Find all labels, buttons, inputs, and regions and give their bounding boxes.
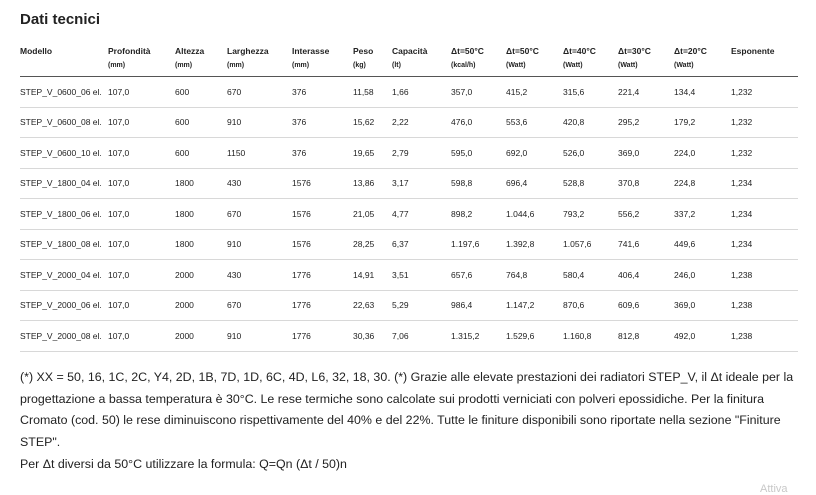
table-cell: 420,8: [563, 107, 618, 138]
table-cell: 1,234: [731, 229, 798, 260]
table-cell: STEP_V_1800_06 el.: [20, 199, 108, 230]
table-cell: 492,0: [674, 321, 731, 352]
table-cell: 21,05: [353, 199, 392, 230]
column-header-unit: (Watt): [506, 62, 526, 69]
table-cell: 2000: [175, 321, 227, 352]
column-header-unit: (mm): [292, 62, 310, 69]
table-cell: 2,22: [392, 107, 451, 138]
table-cell: STEP_V_2000_06 el.: [20, 290, 108, 321]
column-header-unit: (kcal/h): [451, 62, 476, 69]
column-header-unit: (Watt): [563, 62, 583, 69]
table-cell: 910: [227, 321, 292, 352]
table-cell: 357,0: [451, 77, 506, 108]
column-header: [618, 40, 674, 77]
table-cell: 657,6: [451, 260, 506, 291]
column-header: [292, 40, 353, 77]
table-cell: 2,79: [392, 138, 451, 169]
column-header-unit: (mm): [108, 62, 126, 69]
table-cell: 692,0: [506, 138, 563, 169]
table-cell: 337,2: [674, 199, 731, 230]
table-cell: 1,232: [731, 138, 798, 169]
table-cell: STEP_V_0600_06 el.: [20, 77, 108, 108]
table-cell: 6,37: [392, 229, 451, 260]
table-cell: 812,8: [618, 321, 674, 352]
table-cell: 107,0: [108, 168, 175, 199]
column-header: [563, 40, 618, 77]
page-title: Dati tecnici: [20, 11, 101, 28]
watermark-text: Attiva: [760, 483, 788, 495]
column-header: [353, 40, 392, 77]
table-cell: STEP_V_2000_08 el.: [20, 321, 108, 352]
table-cell: 107,0: [108, 107, 175, 138]
column-header: [227, 40, 292, 77]
table-header-row: [20, 40, 798, 77]
table-cell: 315,6: [563, 77, 618, 108]
table-cell: 107,0: [108, 138, 175, 169]
table-cell: 553,6: [506, 107, 563, 138]
table-cell: 1.392,8: [506, 229, 563, 260]
table-cell: 107,0: [108, 77, 175, 108]
table-cell: 1150: [227, 138, 292, 169]
table-cell: 449,6: [674, 229, 731, 260]
table-cell: 1.057,6: [563, 229, 618, 260]
column-header: [674, 40, 731, 77]
table-cell: STEP_V_1800_08 el.: [20, 229, 108, 260]
column-header: [108, 40, 175, 77]
table-cell: 1576: [292, 168, 353, 199]
table-cell: 19,65: [353, 138, 392, 169]
table-cell: 595,0: [451, 138, 506, 169]
table-cell: 670: [227, 199, 292, 230]
table-cell: 370,8: [618, 168, 674, 199]
tech-data-table: [20, 40, 798, 352]
table-cell: 3,51: [392, 260, 451, 291]
column-header: [731, 40, 798, 77]
table-cell: STEP_V_2000_04 el.: [20, 260, 108, 291]
column-header-unit: (mm): [175, 62, 193, 69]
table-cell: 986,4: [451, 290, 506, 321]
column-header-label: Interasse: [292, 46, 330, 56]
table-cell: 246,0: [674, 260, 731, 291]
table-cell: 1.147,2: [506, 290, 563, 321]
table-cell: 1576: [292, 199, 353, 230]
table-cell: STEP_V_0600_10 el.: [20, 138, 108, 169]
table-cell: 1,66: [392, 77, 451, 108]
column-header-label: Peso: [353, 46, 374, 56]
table-cell: 224,8: [674, 168, 731, 199]
table-cell: 30,36: [353, 321, 392, 352]
table-cell: 1776: [292, 260, 353, 291]
table-cell: 430: [227, 260, 292, 291]
table-cell: 1776: [292, 321, 353, 352]
table-row: [20, 199, 798, 230]
table-cell: 3,17: [392, 168, 451, 199]
table-row: [20, 321, 798, 352]
column-header-label: Larghezza: [227, 46, 269, 56]
column-header: [175, 40, 227, 77]
column-header-label: Δt=20°C: [674, 46, 707, 56]
table-cell: 28,25: [353, 229, 392, 260]
table-cell: 107,0: [108, 321, 175, 352]
column-header-label: Capacità: [392, 46, 428, 56]
column-header: [20, 40, 108, 77]
column-header-label: Δt=30°C: [618, 46, 651, 56]
table-cell: 910: [227, 229, 292, 260]
table-cell: 22,63: [353, 290, 392, 321]
table-cell: 600: [175, 77, 227, 108]
table-cell: 406,4: [618, 260, 674, 291]
column-header-label: Δt=40°C: [563, 46, 596, 56]
table-cell: STEP_V_0600_08 el.: [20, 107, 108, 138]
column-header: [451, 40, 506, 77]
table-cell: 910: [227, 107, 292, 138]
table-cell: 134,4: [674, 77, 731, 108]
table-cell: 376: [292, 107, 353, 138]
table-cell: 1.160,8: [563, 321, 618, 352]
table-cell: 376: [292, 138, 353, 169]
table-row: [20, 260, 798, 291]
table-cell: 556,2: [618, 199, 674, 230]
column-header-unit: (Watt): [674, 62, 694, 69]
table-cell: 107,0: [108, 290, 175, 321]
table-row: [20, 229, 798, 260]
table-cell: 1776: [292, 290, 353, 321]
table-cell: 1,234: [731, 168, 798, 199]
table-cell: 600: [175, 138, 227, 169]
table-row: [20, 138, 798, 169]
table-cell: 1800: [175, 168, 227, 199]
table-cell: 15,62: [353, 107, 392, 138]
table-cell: 696,4: [506, 168, 563, 199]
formula-text: Per Δt diversi da 50°C utilizzare la formula: Q=Qn (Δt / 50)n: [20, 457, 347, 471]
table-cell: 430: [227, 168, 292, 199]
table-cell: 764,8: [506, 260, 563, 291]
table-cell: 670: [227, 77, 292, 108]
table-row: [20, 77, 798, 108]
table-cell: 476,0: [451, 107, 506, 138]
table-cell: 369,0: [674, 290, 731, 321]
column-header-label: Modello: [20, 46, 53, 56]
column-header-label: Esponente: [731, 46, 775, 56]
table-cell: 1.044,6: [506, 199, 563, 230]
table-cell: 670: [227, 290, 292, 321]
column-header: [506, 40, 563, 77]
table-cell: STEP_V_1800_04 el.: [20, 168, 108, 199]
table-cell: 14,91: [353, 260, 392, 291]
column-header-unit: (Watt): [618, 62, 638, 69]
table-cell: 13,86: [353, 168, 392, 199]
table-cell: 5,29: [392, 290, 451, 321]
table-cell: 2000: [175, 290, 227, 321]
table-cell: 369,0: [618, 138, 674, 169]
table-cell: 793,2: [563, 199, 618, 230]
table-cell: 4,77: [392, 199, 451, 230]
table-cell: 528,8: [563, 168, 618, 199]
column-header-unit: (lt): [392, 62, 401, 69]
table-cell: 1,238: [731, 290, 798, 321]
column-header-label: Altezza: [175, 46, 205, 56]
column-header: [392, 40, 451, 77]
column-header-unit: (mm): [227, 62, 245, 69]
table-cell: 107,0: [108, 260, 175, 291]
table-cell: 376: [292, 77, 353, 108]
table-cell: 295,2: [618, 107, 674, 138]
table-cell: 179,2: [674, 107, 731, 138]
table-cell: 870,6: [563, 290, 618, 321]
table-cell: 741,6: [618, 229, 674, 260]
column-header-label: Profondità: [108, 46, 151, 56]
table-cell: 1.197,6: [451, 229, 506, 260]
table-row: [20, 168, 798, 199]
table-cell: 609,6: [618, 290, 674, 321]
table-cell: 1,238: [731, 321, 798, 352]
table-cell: 580,4: [563, 260, 618, 291]
table-row: [20, 107, 798, 138]
table-body: [20, 77, 798, 352]
table-cell: 1,238: [731, 260, 798, 291]
table-cell: 600: [175, 107, 227, 138]
table-cell: 1,232: [731, 107, 798, 138]
table-cell: 11,58: [353, 77, 392, 108]
table-cell: 598,8: [451, 168, 506, 199]
table-row: [20, 290, 798, 321]
notes-paragraph: (*) XX = 50, 16, 1C, 2C, Y4, 2D, 1B, 7D, 1D, 6C, 4D, L6, 32, 18, 30. (*) Grazie alle elevate prestazioni dei radiatori STEP_V, il Δt ideale per la progettazione a bassa temperatura è 30°C. Le rese termiche sono calcolate sui prodotti verniciati con polveri epossidiche. Per la finitura Cromato (cod. 50) le rese diminuiscono rispettivamente del 40% e del 22%. Tutte le finiture disponibili sono riportate nella sezione "Finiture STEP".: [20, 370, 794, 449]
table-cell: 898,2: [451, 199, 506, 230]
table-cell: 2000: [175, 260, 227, 291]
table-cell: 526,0: [563, 138, 618, 169]
table-cell: 1800: [175, 229, 227, 260]
table-cell: 1800: [175, 199, 227, 230]
column-header-label: Δt=50°C: [506, 46, 539, 56]
table-cell: 1.315,2: [451, 321, 506, 352]
table-cell: 224,0: [674, 138, 731, 169]
table-cell: 107,0: [108, 199, 175, 230]
table-cell: 1576: [292, 229, 353, 260]
column-header-unit: (kg): [353, 62, 366, 69]
column-header-label: Δt=50°C: [451, 46, 484, 56]
table-cell: 415,2: [506, 77, 563, 108]
table-cell: 7,06: [392, 321, 451, 352]
table-cell: 107,0: [108, 229, 175, 260]
table-cell: 221,4: [618, 77, 674, 108]
table-cell: 1,232: [731, 77, 798, 108]
table-cell: 1,234: [731, 199, 798, 230]
table-cell: 1.529,6: [506, 321, 563, 352]
